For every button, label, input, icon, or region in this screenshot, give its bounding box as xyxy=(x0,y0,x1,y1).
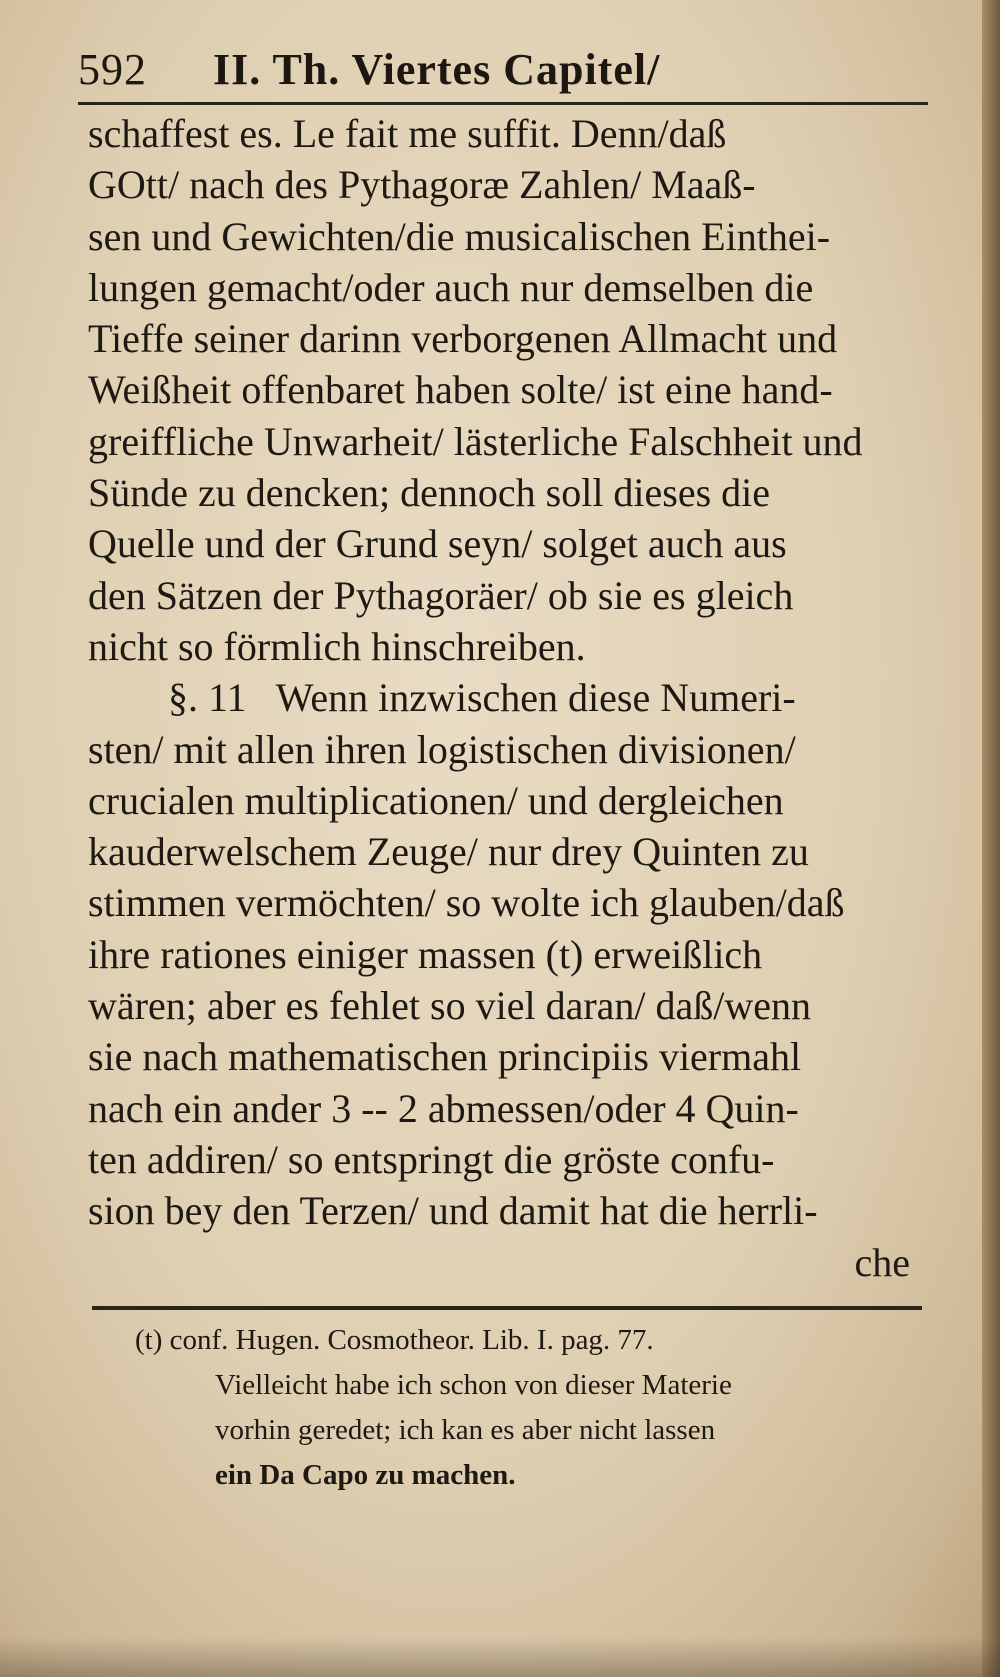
text-line: sten/ mit allen ihren logistischen divisionen/ xyxy=(88,726,796,772)
text-line: lungen gemacht/oder auch nur demselben die xyxy=(88,264,814,310)
text-line: wären; aber es fehlet so viel daran/ daß/wenn xyxy=(88,983,812,1029)
footnote-line: vorhin geredet; ich kan es aber nicht lassen xyxy=(215,1414,716,1446)
text-line: GOtt/ nach des Pythagoræ Zahlen/ Maaß- xyxy=(88,162,756,208)
text-line: nach ein ander 3 -- 2 abmessen/oder 4 Quin- xyxy=(88,1085,799,1131)
text-line: sie nach mathematischen principiis viermahl xyxy=(88,1034,802,1080)
catchword: che xyxy=(854,1239,910,1285)
text-line: Quelle und der Grund seyn/ solget auch aus xyxy=(88,521,787,567)
text-line: Weißheit offenbaret haben solte/ ist eine hand- xyxy=(88,367,833,413)
text-line: ten addiren/ so entspringt die gröste confu- xyxy=(88,1136,775,1182)
body-text xyxy=(88,108,928,1288)
text-line: crucialen multiplicationen/ und dergleichen xyxy=(88,777,784,823)
text-line: Tieffe seiner darinn verborgenen Allmacht und xyxy=(88,316,838,362)
footnote-line: (t) conf. Hugen. Cosmotheor. Lib. I. pag. 77. xyxy=(135,1324,654,1356)
text-line: sen und Gewichten/die musicalischen Einthei- xyxy=(88,213,831,259)
footnote-rule xyxy=(92,1306,922,1310)
text-line: den Sätzen der Pythagoräer/ ob sie es gleich xyxy=(88,572,794,618)
page-edge xyxy=(982,0,1000,1677)
text-line: kauderwelschem Zeuge/ nur drey Quinten zu xyxy=(88,829,809,875)
header-rule xyxy=(78,102,928,105)
text-line: sion bey den Terzen/ und damit hat die herrli- xyxy=(88,1188,818,1234)
text-line: nicht so förmlich hinschreiben. xyxy=(88,623,586,669)
page-header xyxy=(78,40,928,100)
footnote xyxy=(135,1318,925,1498)
page-shadow xyxy=(0,1637,1000,1677)
section-line: §. 11 Wenn inzwischen diese Numeri- xyxy=(88,675,796,721)
footnote-line: ein Da Capo zu machen. xyxy=(215,1459,516,1491)
page-number: 592 xyxy=(78,45,147,94)
text-line: Sünde zu dencken; dennoch soll dieses die xyxy=(88,470,771,516)
text-line: greiffliche Unwarheit/ lästerliche Falschheit und xyxy=(88,418,863,464)
text-line: stimmen vermöchten/ so wolte ich glauben/daß xyxy=(88,880,845,926)
footnote-line: Vielleicht habe ich schon von dieser Materie xyxy=(215,1369,732,1401)
text-line: schaffest es. Le fait me suffit. Denn/daß xyxy=(88,111,727,156)
running-head: II. Th. Viertes Capitel/ xyxy=(213,45,661,94)
text-line: ihre rationes einiger massen (t) erweißlich xyxy=(88,931,763,977)
